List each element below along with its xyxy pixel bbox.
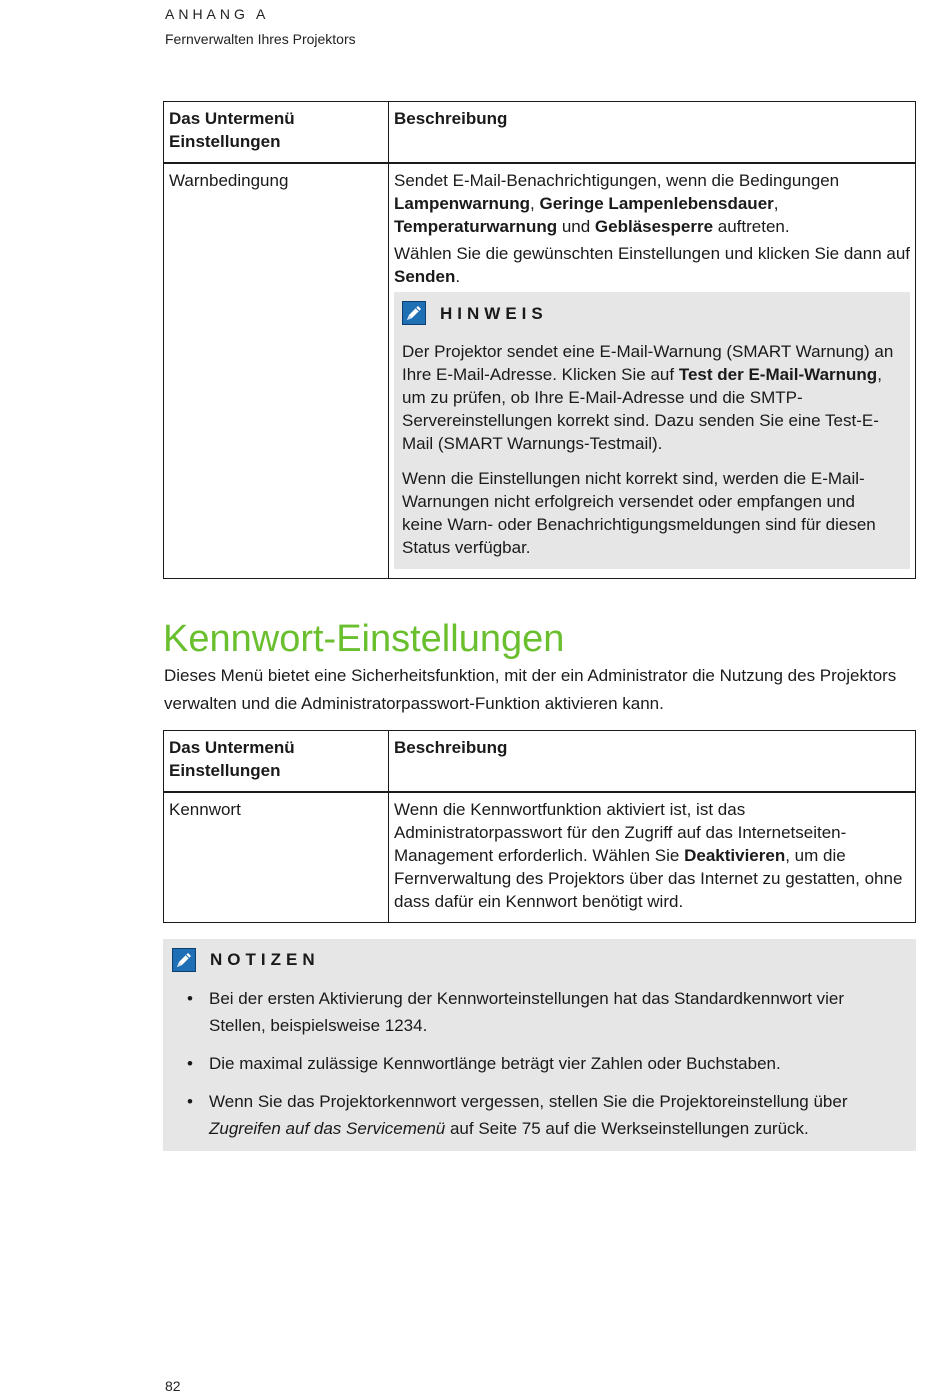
row-label: Warnbedingung xyxy=(164,163,389,579)
list-item: • Die maximal zulässige Kennwortlänge beträgt vier Zahlen oder Buchstaben. xyxy=(163,1050,903,1077)
section-heading: Kennwort-Einstellungen xyxy=(163,618,565,660)
column-header-submenu: Das Untermenü Einstellungen xyxy=(164,102,389,164)
pencil-note-icon xyxy=(172,948,196,972)
table-header-row xyxy=(164,731,916,793)
list-item: • Bei der ersten Aktivierung der Kennworteinstellungen hat das Standardkennwort vier Stellen, beispielsweise 1234. xyxy=(163,985,903,1039)
chapter-label: ANHANG A xyxy=(165,6,270,22)
column-header-submenu: Das Untermenü Einstellungen xyxy=(164,731,389,793)
description-paragraph: Wählen Sie die gewünschten Einstellungen und klicken Sie dann auf Senden. xyxy=(394,244,911,286)
table-row xyxy=(164,163,916,579)
note-box xyxy=(394,292,910,569)
warning-settings-table xyxy=(163,101,916,579)
note-title: HINWEIS xyxy=(440,303,548,323)
notes-list xyxy=(163,985,903,1153)
note-header xyxy=(402,298,896,328)
cross-reference-link[interactable]: Zugreifen auf das Servicemenü xyxy=(209,1119,446,1138)
row-description xyxy=(389,163,916,579)
page-number: 82 xyxy=(165,1378,181,1394)
notes-panel xyxy=(163,939,916,1151)
pencil-note-icon xyxy=(402,301,426,325)
description-paragraph: Sendet E-Mail-Benachrichtigungen, wenn die Bedingungen Lampenwarnung, Geringe Lampenlebensdauer, Temperaturwarnung und Gebläsesperre auftreten. xyxy=(394,171,840,236)
notes-title: NOTIZEN xyxy=(210,950,320,969)
section-intro: Dieses Menü bietet eine Sicherheitsfunktion, mit der ein Administrator die Nutzung des Projektors verwalten und die Administratorpasswort-Funktion aktivieren kann. xyxy=(164,666,897,713)
table-header-row xyxy=(164,102,916,164)
table-row xyxy=(164,792,916,923)
note-paragraph: Der Projektor sendet eine E-Mail-Warnung (SMART Warnung) an Ihre E-Mail-Adresse. Klicken Sie auf Test der E-Mail-Warnung, um zu prüfen, ob Ihre E-Mail-Adresse und die SMTP-Servereinstellungen korrekt sind. Dazu senden Sie eine Test-E-Mail (SMART Warnungs-Testmail). xyxy=(402,342,894,453)
chapter-subtitle: Fernverwalten Ihres Projektors xyxy=(165,31,356,47)
row-label: Kennwort xyxy=(164,792,389,923)
note-paragraph: Wenn die Einstellungen nicht korrekt sind, werden die E-Mail-Warnungen nicht erfolgreich versendet oder empfangen und keine Warn- oder Benachrichtigungsmeldungen sind für diesen Status verfügbar. xyxy=(402,469,876,557)
password-settings-table xyxy=(163,730,916,923)
row-description: Wenn die Kennwortfunktion aktiviert ist, ist das Administratorpasswort für den Zugriff auf das Internetseiten-Management erforderlich. Wählen Sie Deaktivieren, um die Fernverwaltung des Projektors über das Internet zu gestatten, ohne dass dafür ein Kennwort benötigt wird. xyxy=(389,792,916,923)
list-item: • Wenn Sie das Projektorkennwort vergessen, stellen Sie die Projektoreinstellung über Zugreifen auf das Servicemenü auf Seite 75 auf die Werkseinstellungen zurück. xyxy=(163,1088,903,1142)
column-header-description: Beschreibung xyxy=(389,731,916,793)
column-header-description: Beschreibung xyxy=(389,102,916,164)
notes-header xyxy=(172,948,320,972)
